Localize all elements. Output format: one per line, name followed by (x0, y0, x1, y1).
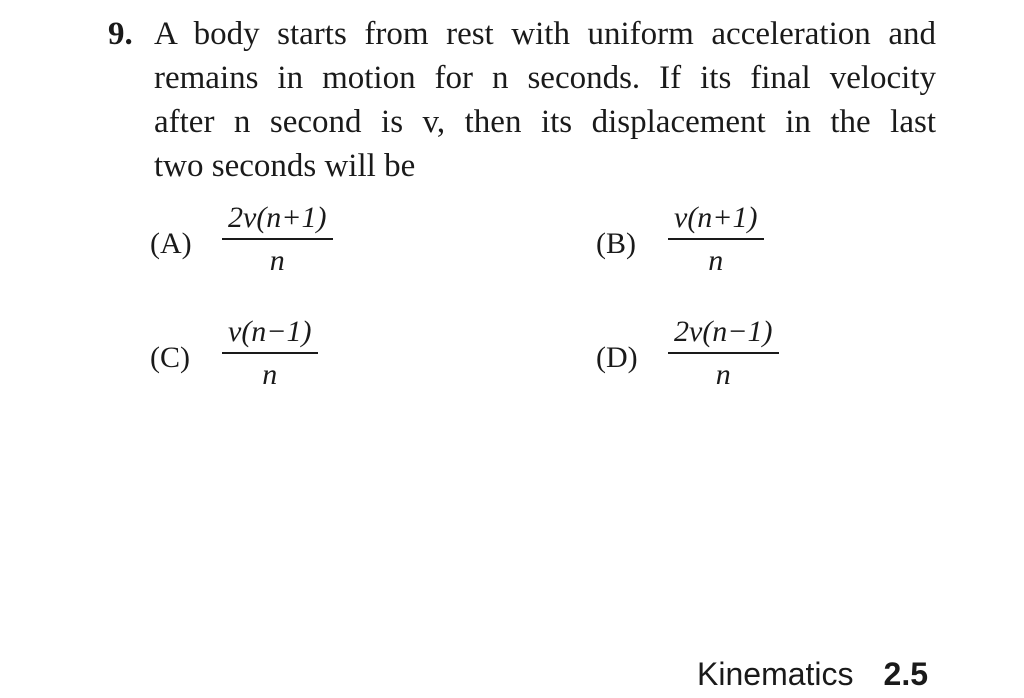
option-fraction (222, 314, 318, 392)
page-footer (697, 654, 928, 694)
question-line: A body starts from rest with uniform acceleration and (154, 16, 936, 52)
option-label: (C) (150, 341, 190, 374)
fraction-denominator: n (708, 244, 724, 277)
option-fraction (668, 314, 779, 392)
fraction-numerator: v(n−1) (228, 315, 312, 348)
fraction-numerator: v(n+1) (674, 201, 758, 234)
fraction-numerator: 2v(n−1) (674, 315, 773, 348)
fraction-bar (668, 238, 764, 240)
fraction-denominator: n (262, 358, 278, 391)
section-number: 2.5 (883, 656, 928, 692)
question-number: 9. (108, 16, 133, 52)
question-line: after n second is v, then its displacement in the last (154, 104, 936, 140)
option-label: (A) (150, 227, 192, 260)
fraction-numerator: 2v(n+1) (228, 201, 327, 234)
option-fraction (222, 200, 333, 278)
question-line: two seconds will be (154, 148, 416, 184)
question-text (154, 12, 936, 188)
fraction-bar (222, 238, 333, 240)
fraction-bar (668, 352, 779, 354)
fraction-denominator: n (269, 244, 285, 277)
fraction-denominator: n (715, 358, 731, 391)
chapter-title: Kinematics (697, 656, 854, 692)
option-fraction (668, 200, 764, 278)
fraction-bar (222, 352, 318, 354)
question-line: remains in motion for n seconds. If its final velocity (154, 60, 936, 96)
option-label: (B) (596, 227, 636, 260)
option-label: (D) (596, 341, 638, 374)
